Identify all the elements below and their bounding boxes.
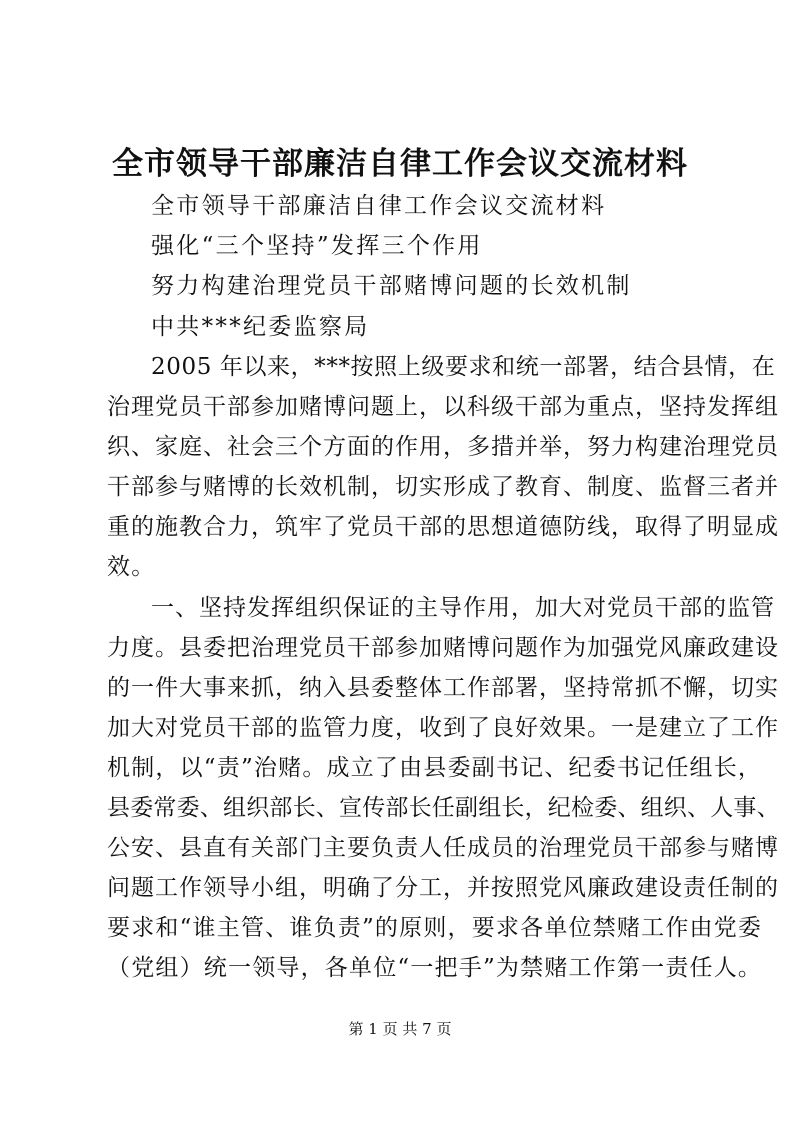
paragraph-line: 织、家庭、社会三个方面的作用，多措并举，努力构建治理党员 (107, 434, 779, 460)
author-line: 中共***纪委监察局 (151, 314, 370, 340)
page-number-footer: 第 1 页 共 7 页 (348, 1020, 452, 1038)
paragraph-line: 加大对党员干部的监管力度，收到了良好效果。一是建立了工作 (107, 715, 779, 741)
paragraph-line: 要求和“谁主管、谁负责”的原则，要求各单位禁赌工作由党委 (107, 915, 763, 941)
paragraph-line: 县委常委、组织部长、宣传部长任副组长，纪检委、组织、人事、 (107, 795, 780, 821)
paragraph-line: 治理党员干部参加赌博问题上，以科级干部为重点，坚持发挥组 (107, 394, 779, 420)
paragraph-line: 公安、县直有关部门主要负责人任成员的治理党员干部参与赌博 (107, 835, 779, 861)
subtitle-line: 强化“三个坚持”发挥三个作用 (151, 233, 483, 259)
paragraph-line: 重的施教合力，筑牢了党员干部的思想道德防线，取得了明显成 (107, 514, 779, 540)
subtitle-line: 努力构建治理党员干部赌博问题的长效机制 (151, 273, 632, 299)
paragraph-line: 问题工作领导小组，明确了分工，并按照党风廉政建设责任制的 (107, 875, 779, 901)
paragraph-line: （党组）统一领导，各单位“一把手”为禁赌工作第一责任人。 (107, 955, 763, 981)
subtitle-line: 全市领导干部廉洁自律工作会议交流材料 (151, 193, 607, 219)
paragraph-line: 干部参与赌博的长效机制，切实形成了教育、制度、监督三者并 (107, 474, 779, 500)
paragraph-line: 一、坚持发挥组织保证的主导作用，加大对党员干部的监管 (151, 595, 775, 621)
paragraph-line: 2005 年以来，***按照上级要求和统一部署，结合县情，在 (151, 354, 776, 380)
document-title: 全市领导干部廉洁自律工作会议交流材料 (112, 146, 688, 182)
paragraph-line: 效。 (107, 554, 156, 580)
paragraph-line: 的一件大事来抓，纳入县委整体工作部署，坚持常抓不懈，切实 (107, 675, 779, 701)
paragraph-line: 力度。县委把治理党员干部参加赌博问题作为加强党风廉政建设 (107, 635, 779, 661)
paragraph-line: 机制，以“责”治赌。成立了由县委副书记、纪委书记任组长， (107, 755, 763, 781)
